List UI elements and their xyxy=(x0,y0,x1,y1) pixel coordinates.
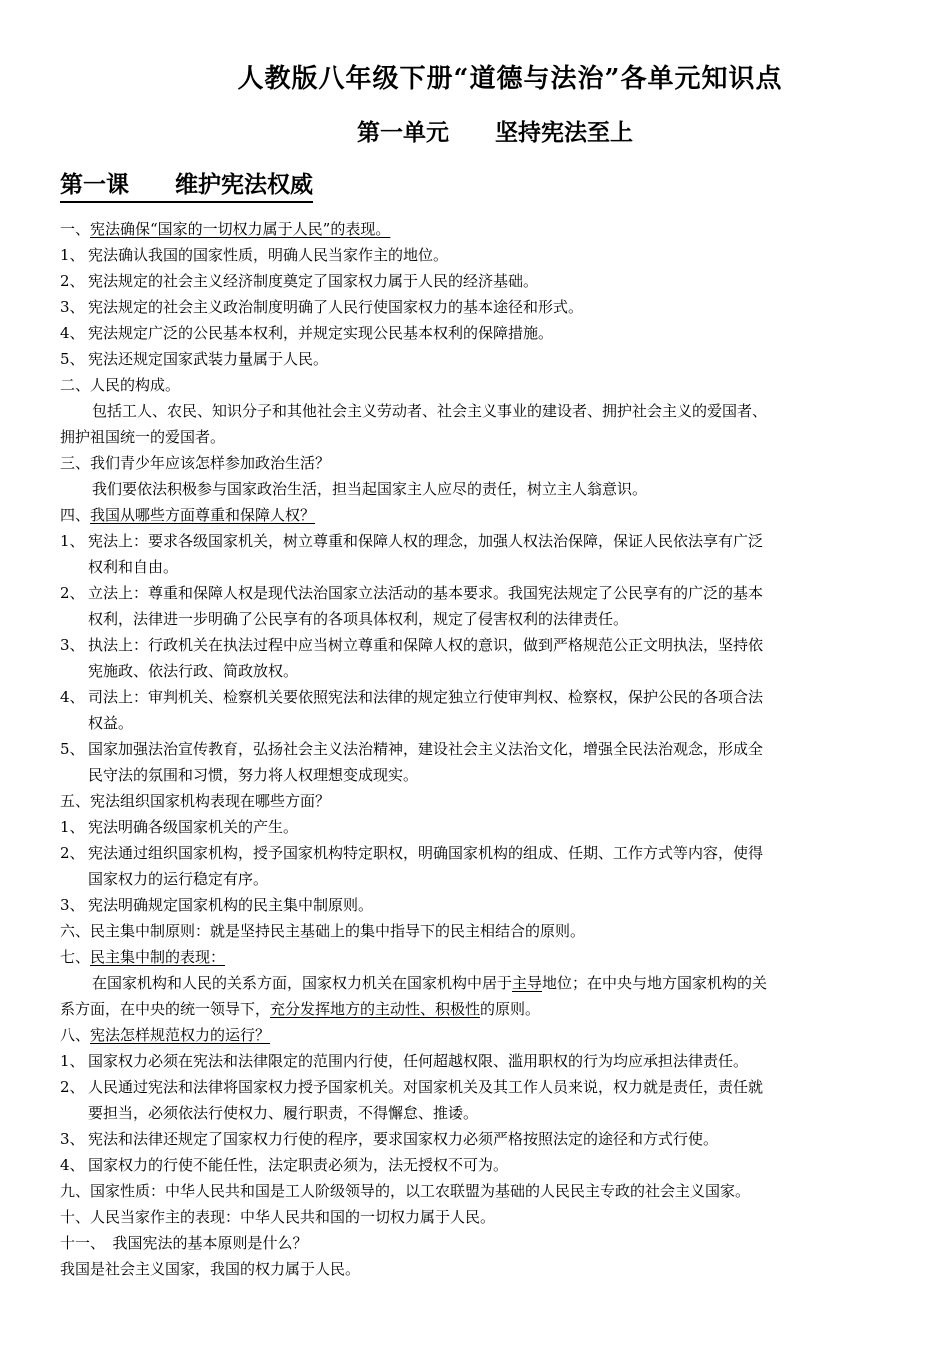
section-heading: 八、宪法怎样规范权力的运行？ xyxy=(60,1026,271,1044)
paragraph-line: 我国是社会主义国家，我国的权力属于人民。 xyxy=(60,1260,361,1278)
section-heading: 十一、 我国宪法的基本原则是什么？ xyxy=(60,1234,308,1252)
paragraph-line: 拥护祖国统一的爱国者。 xyxy=(60,428,226,446)
section-heading: 十、人民当家作主的表现：中华人民共和国的一切权力属于人民。 xyxy=(60,1208,496,1226)
list-item: 3、 宪法明确规定国家机构的民主集中制原则。 xyxy=(60,896,374,914)
list-item-continuation: 宪施政、依法行政、简政放权。 xyxy=(88,662,299,680)
list-item-continuation: 国家权力的运行稳定有序。 xyxy=(88,870,269,888)
lesson-title: 第一课 维护宪法权威 xyxy=(60,166,313,203)
list-item-continuation: 民守法的氛围和习惯，努力将人权理想变成现实。 xyxy=(88,766,419,784)
list-item: 1、 宪法上：要求各级国家机关，树立尊重和保障人权的理念，加强人权法治保障，保证人民依法享有广泛 xyxy=(60,532,764,550)
list-item: 1、 国家权力必须在宪法和法律限定的范围内行使，任何超越权限、滥用职权的行为均应承担法律责任。 xyxy=(60,1052,749,1070)
section-heading: 七、民主集中制的表现： xyxy=(60,948,226,966)
list-item: 1、 宪法确认我国的国家性质，明确人民当家作主的地位。 xyxy=(60,246,449,264)
list-item: 4、 国家权力的行使不能任性，法定职责必须为，法无授权不可为。 xyxy=(60,1156,509,1174)
list-item-continuation: 权利，法律进一步明确了公民享有的各项具体权利，规定了侵害权利的法律责任。 xyxy=(88,610,629,628)
list-item: 3、 执法上：行政机关在执法过程中应当树立尊重和保障人权的意识，做到严格规范公正文明执法，坚持依 xyxy=(60,636,764,654)
list-item: 2、 立法上：尊重和保障人权是现代法治国家立法活动的基本要求。我国宪法规定了公民享有的广泛的基本 xyxy=(60,584,764,602)
list-item: 1、 宪法明确各级国家机关的产生。 xyxy=(60,818,299,836)
section-heading: 六、民主集中制原则：就是坚持民主基础上的集中指导下的民主相结合的原则。 xyxy=(60,922,586,940)
list-item: 2、 宪法通过组织国家机构，授予国家机构特定职权，明确国家机构的组成、任期、工作方式等内容，使得 xyxy=(60,844,764,862)
list-item: 2、 人民通过宪法和法律将国家权力授予国家机关。对国家机关及其工作人员来说，权力就是责任，责任就 xyxy=(60,1078,764,1096)
section-heading: 一、宪法确保“国家的一切权力属于人民”的表现。 xyxy=(60,220,391,238)
paragraph-line: 我们要依法积极参与国家政治生活，担当起国家主人应尽的责任，树立主人翁意识。 xyxy=(92,480,648,498)
list-item: 2、 宪法规定的社会主义经济制度奠定了国家权力属于人民的经济基础。 xyxy=(60,272,539,290)
list-item: 5、 宪法还规定国家武装力量属于人民。 xyxy=(60,350,329,368)
list-item: 5、 国家加强法治宣传教育，弘扬社会主义法治精神，建设社会主义法治文化，增强全民法治观念，形成全 xyxy=(60,740,764,758)
paragraph-line: 在国家机构和人民的关系方面，国家权力机关在国家机构中居于主导地位；在中央与地方国家机构的关 xyxy=(92,974,768,992)
section-heading: 五、宪法组织国家机构表现在哪些方面？ xyxy=(60,792,331,810)
list-item-continuation: 要担当，必须依法行使权力、履行职责，不得懈怠、推诿。 xyxy=(88,1104,479,1122)
paragraph-line: 包括工人、农民、知识分子和其他社会主义劳动者、社会主义事业的建设者、拥护社会主义的爱国者、 xyxy=(92,402,768,420)
list-item: 3、 宪法和法律还规定了国家权力行使的程序，要求国家权力必须严格按照法定的途径和方式行使。 xyxy=(60,1130,719,1148)
section-heading: 九、国家性质：中华人民共和国是工人阶级领导的，以工农联盟为基础的人民民主专政的社会主义国家。 xyxy=(60,1182,751,1200)
section-heading: 四、我国从哪些方面尊重和保障人权？ xyxy=(60,506,316,524)
unit-title: 第一单元 坚持宪法至上 xyxy=(357,119,633,146)
section-heading: 二、人民的构成。 xyxy=(60,376,181,394)
list-item: 4、 司法上：审判机关、检察机关要依照宪法和法律的规定独立行使审判权、检察权，保护公民的各项合法 xyxy=(60,688,764,706)
document-body xyxy=(60,216,890,1282)
document-title: 人教版八年级下册“道德与法治”各单元知识点 xyxy=(237,64,783,94)
list-item-continuation: 权益。 xyxy=(88,714,134,732)
list-item-continuation: 权利和自由。 xyxy=(88,558,179,576)
list-item: 3、 宪法规定的社会主义政治制度明确了人民行使国家权力的基本途径和形式。 xyxy=(60,298,584,316)
list-item: 4、 宪法规定广泛的公民基本权利，并规定实现公民基本权利的保障措施。 xyxy=(60,324,554,342)
paragraph-line: 系方面，在中央的统一领导下，充分发挥地方的主动性、积极性的原则。 xyxy=(60,1000,541,1018)
section-heading: 三、我们青少年应该怎样参加政治生活？ xyxy=(60,454,331,472)
